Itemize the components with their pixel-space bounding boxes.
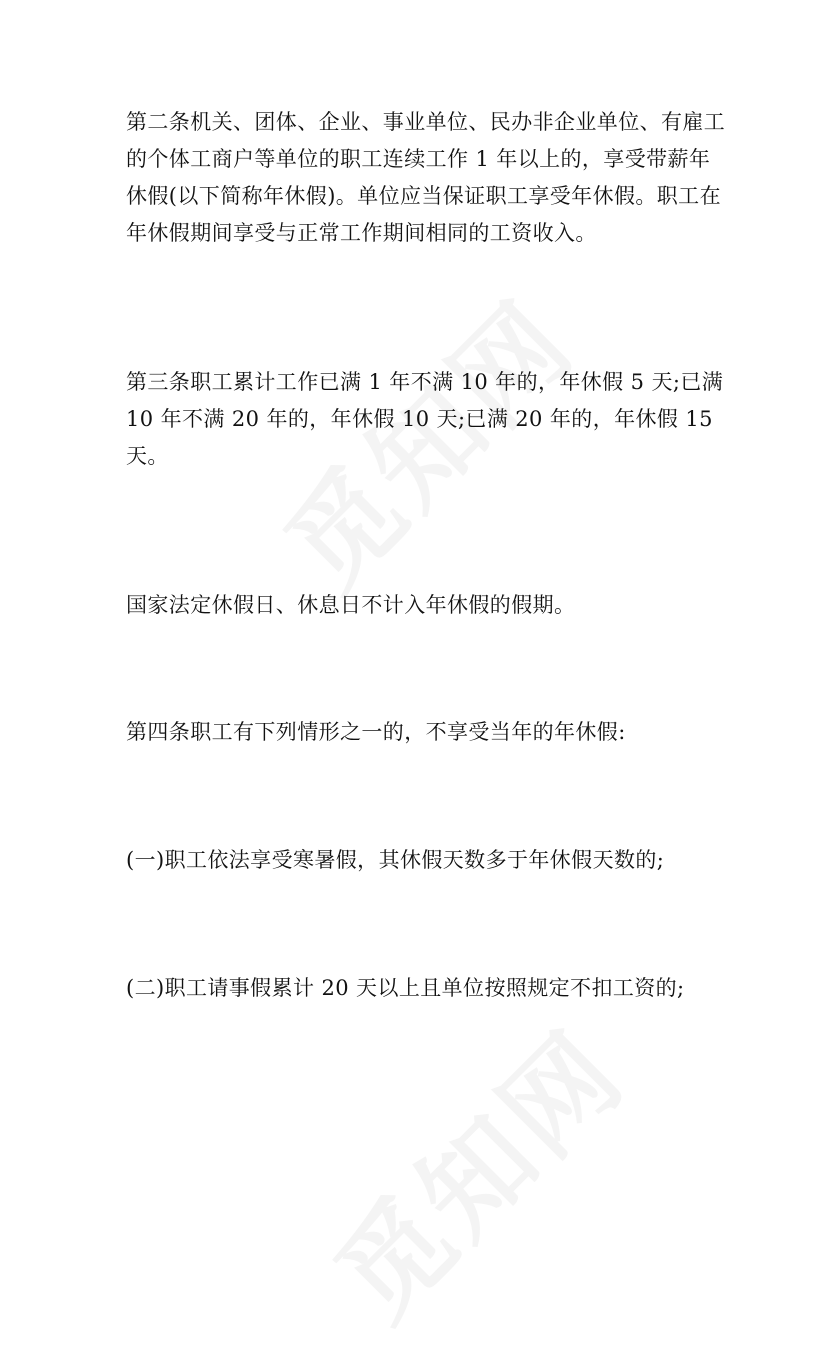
paragraph-article-3: 第三条职工累计工作已满 1 年不满 10 年的，年休假 5 天;已满 10 年不满 20 年的，年休假 10 天;已满 20 年的，年休假 15 天。 [126, 370, 724, 468]
paragraph-article-4: 第四条职工有下列情形之一的，不享受当年的年休假: [126, 720, 626, 744]
paragraph-holidays-excluded: 国家法定休假日、休息日不计入年休假的假期。 [126, 593, 576, 617]
list-item-2: (二)职工请事假累计 20 天以上且单位按照规定不扣工资的; [126, 976, 685, 1000]
watermark [295, 990, 653, 1348]
list-item-1: (一)职工依法享受寒暑假，其休假天数多于年休假天数的; [126, 848, 665, 872]
paragraph-article-2: 第二条机关、团体、企业、事业单位、民办非企业单位、有雇工的个体工商户等单位的职工连续工作 1 年以上的，享受带薪年休假(以下简称年休假)。单位应当保证职工享受年休假。职工在年休假期间享受与正常工作期间相同的工资收入。 [126, 110, 726, 245]
